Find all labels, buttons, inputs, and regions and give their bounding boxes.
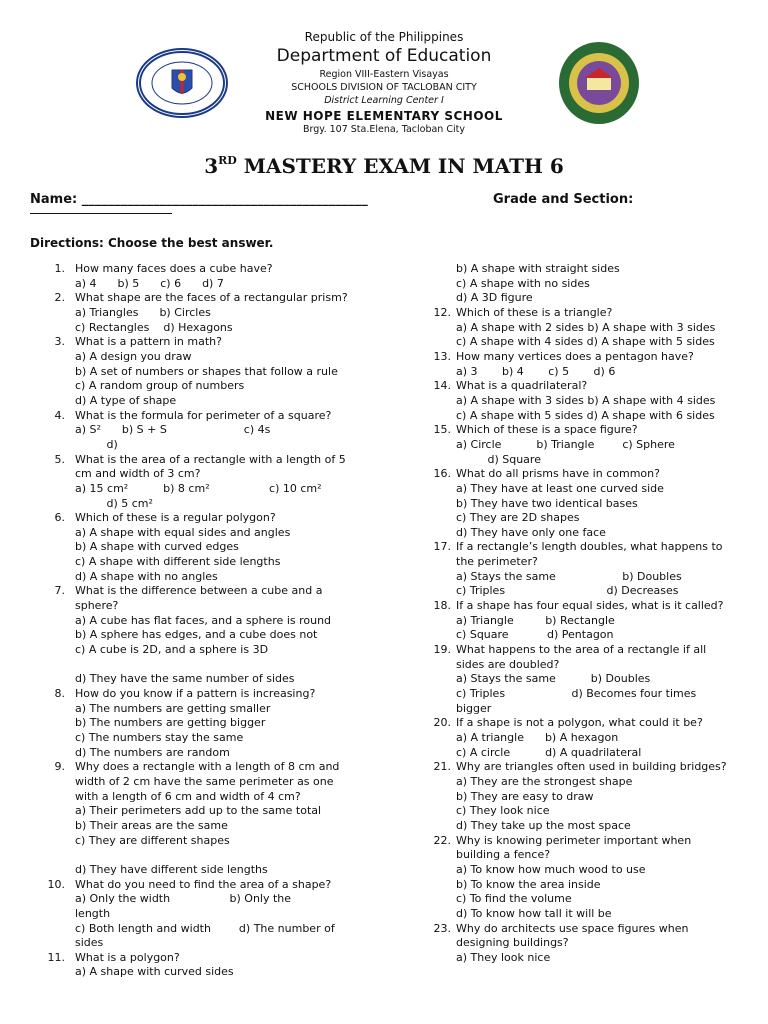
directions: Directions: Choose the best answer. bbox=[30, 236, 274, 250]
answer-options: a) 4 b) 5 c) 6 d) 7 bbox=[75, 276, 224, 290]
answer-options: d) They have the same number of sides bbox=[75, 672, 295, 686]
question-text: 16. What do all prisms have in common? bbox=[433, 467, 660, 481]
question-text: 11. What is a polygon? bbox=[47, 950, 180, 964]
answer-options: b) A shape with straight sides bbox=[456, 262, 620, 275]
answer-options: c) They are different shapes bbox=[75, 833, 230, 847]
question-number: 19. bbox=[433, 643, 451, 657]
question-item bbox=[0, 262, 380, 291]
question-text: 10. What do you need to find the area of a shape? bbox=[47, 877, 332, 891]
question-item bbox=[380, 643, 768, 716]
answer-options: a) Stays the same b) Doubles bbox=[456, 569, 682, 583]
answer-options: b) A sphere has edges, and a cube does not bbox=[75, 628, 318, 642]
answer-options: d) They have only one face bbox=[456, 525, 606, 539]
question-text: 7. What is the difference between a cube and a bbox=[54, 584, 323, 598]
question-number: 14. bbox=[433, 379, 451, 393]
question-number: 21. bbox=[433, 760, 451, 774]
answer-options: c) Triples d) Becomes four times bbox=[456, 687, 697, 701]
answer-options: a) Stays the same b) Doubles bbox=[456, 672, 651, 686]
question-text: 15. Which of these is a space figure? bbox=[433, 423, 638, 437]
name-field: Name: ____________________________________________ bbox=[30, 192, 368, 207]
department-name: Department of Education bbox=[276, 46, 492, 66]
question-item bbox=[380, 306, 768, 350]
question-item bbox=[0, 335, 380, 408]
answer-options: c) A shape with no sides bbox=[456, 276, 590, 290]
answer-options: bigger bbox=[456, 701, 492, 715]
answer-options: sides bbox=[75, 936, 104, 950]
answer-options: length bbox=[75, 906, 111, 920]
school-name: NEW HOPE ELEMENTARY SCHOOL bbox=[265, 108, 503, 123]
question-item bbox=[0, 291, 380, 335]
question-text: sides are doubled? bbox=[456, 657, 560, 671]
question-number: 23. bbox=[433, 921, 451, 935]
answer-options: b) A set of numbers or shapes that follow a rule bbox=[75, 364, 338, 378]
question-text: 17. If a rectangle’s length doubles, what happens to bbox=[433, 540, 723, 554]
question-text: 19. What happens to the area of a rectangle if all bbox=[433, 643, 707, 657]
division-line: SCHOOLS DIVISION OF TACLOBAN CITY bbox=[291, 82, 477, 94]
question-text: 5. What is the area of a rectangle with a length of 5 bbox=[54, 452, 346, 466]
question-text: cm and width of 3 cm? bbox=[75, 467, 201, 481]
question-text: 1. How many faces does a cube have? bbox=[54, 262, 273, 275]
question-number: 13. bbox=[433, 349, 451, 363]
question-text: 14. What is a quadrilateral? bbox=[433, 379, 588, 393]
answer-options: d) Square bbox=[456, 452, 541, 466]
question-text: 22. Why is knowing perimeter important when bbox=[433, 833, 692, 847]
grade-section-blank bbox=[30, 213, 172, 214]
answer-options: d) They have different side lengths bbox=[75, 862, 268, 876]
answer-options: d) bbox=[75, 437, 118, 451]
questions-left-column bbox=[0, 262, 380, 980]
question-text: designing buildings? bbox=[456, 936, 569, 950]
answer-options: d) The numbers are random bbox=[75, 745, 230, 759]
answer-options: a) Triangle b) Rectangle bbox=[456, 613, 615, 627]
answer-options: a) S² b) S + S c) 4s bbox=[75, 423, 271, 437]
question-number: 15. bbox=[433, 423, 451, 437]
answer-options: c) Square d) Pentagon bbox=[456, 628, 614, 642]
answer-options: a) Only the width b) Only the bbox=[75, 892, 292, 906]
question-number: 1. bbox=[54, 262, 65, 275]
exam-title: 3RD MASTERY EXAM IN MATH 6 bbox=[204, 154, 564, 178]
region-line: Region VIII-Eastern Visayas bbox=[319, 69, 449, 81]
question-item bbox=[0, 584, 380, 687]
question-text: building a fence? bbox=[456, 848, 551, 862]
answer-options: c) Both length and width d) The number of bbox=[75, 921, 335, 935]
question-item bbox=[380, 599, 768, 643]
question-item bbox=[380, 922, 768, 966]
questions-right-column bbox=[380, 262, 768, 966]
question-item bbox=[380, 350, 768, 379]
republic-line: Republic of the Philippines bbox=[304, 30, 464, 44]
question-number: 7. bbox=[54, 584, 65, 598]
answer-options: b) A shape with curved edges bbox=[75, 540, 239, 554]
question-number: 20. bbox=[433, 716, 451, 730]
question-item bbox=[380, 540, 768, 599]
question-text: 20. If a shape is not a polygon, what could it be? bbox=[433, 716, 703, 730]
answer-options: c) A circle d) A quadrilateral bbox=[456, 745, 642, 759]
answer-options: a) A shape with 2 sides b) A shape with 3 sides bbox=[456, 320, 716, 334]
answer-options: c) A shape with 4 sides d) A shape with 5 sides bbox=[456, 335, 715, 349]
answer-options: d) A shape with no angles bbox=[75, 569, 218, 583]
answer-options: b) To know the area inside bbox=[456, 877, 601, 891]
answer-options: d) 5 cm² bbox=[75, 496, 153, 510]
answer-options: a) 3 b) 4 c) 5 d) 6 bbox=[456, 364, 616, 378]
question-item bbox=[380, 760, 768, 833]
answer-options: a) They look nice bbox=[456, 950, 551, 964]
school-address: Brgy. 107 Sta.Elena, Tacloban City bbox=[303, 123, 465, 135]
answer-options: a) A shape with equal sides and angles bbox=[75, 525, 291, 539]
question-number: 8. bbox=[54, 687, 65, 701]
question-item bbox=[380, 716, 768, 760]
question-number: 11. bbox=[47, 950, 65, 964]
answer-options: b) They have two identical bases bbox=[456, 496, 638, 510]
question-text: 9. Why does a rectangle with a length of 8 cm and bbox=[54, 760, 340, 774]
question-item bbox=[380, 423, 768, 467]
question-item bbox=[380, 467, 768, 540]
answer-options: a) Triangles b) Circles bbox=[75, 305, 211, 319]
question-text: 18. If a shape has four equal sides, what is it called? bbox=[433, 599, 724, 613]
question-text: 21. Why are triangles often used in building bridges? bbox=[433, 760, 727, 774]
answer-options: c) A cube is 2D, and a sphere is 3D bbox=[75, 643, 269, 657]
answer-options: c) They look nice bbox=[456, 804, 550, 818]
answer-options: a) Their perimeters add up to the same total bbox=[75, 804, 322, 818]
answer-options: d) A 3D figure bbox=[456, 291, 533, 305]
answer-options: a) They are the strongest shape bbox=[456, 774, 633, 788]
blank-line bbox=[0, 658, 380, 673]
question-text: sphere? bbox=[75, 599, 119, 613]
question-text: width of 2 cm have the same perimeter as one bbox=[75, 774, 334, 788]
answer-options: c) Rectangles d) Hexagons bbox=[75, 320, 233, 334]
question-text: 2. What shape are the faces of a rectangular prism? bbox=[54, 291, 348, 305]
answer-options: c) The numbers stay the same bbox=[75, 730, 244, 744]
answer-options: a) A design you draw bbox=[75, 349, 192, 363]
answer-options: a) The numbers are getting smaller bbox=[75, 701, 271, 715]
answer-options: a) A shape with 3 sides b) A shape with 4 sides bbox=[456, 393, 716, 407]
question-text: 4. What is the formula for perimeter of a square? bbox=[54, 408, 332, 422]
answer-options: a) 15 cm² b) 8 cm² c) 10 cm² bbox=[75, 481, 322, 495]
answer-options: a) Circle b) Triangle c) Sphere bbox=[456, 437, 675, 451]
answer-options: a) They have at least one curved side bbox=[456, 481, 664, 495]
answer-options: c) They are 2D shapes bbox=[456, 511, 580, 525]
letterhead bbox=[0, 30, 768, 136]
answer-options: a) A shape with curved sides bbox=[75, 965, 234, 979]
answer-options: a) To know how much wood to use bbox=[456, 862, 646, 876]
question-number: 9. bbox=[54, 760, 65, 774]
question-number: 12. bbox=[433, 305, 451, 319]
answer-options: c) A shape with 5 sides d) A shape with 6 sides bbox=[456, 408, 715, 422]
question-text: 23. Why do architects use space figures when bbox=[433, 921, 689, 935]
question-text: 6. Which of these is a regular polygon? bbox=[54, 511, 276, 525]
answer-options: b) They are easy to draw bbox=[456, 789, 594, 803]
answer-options: b) Their areas are the same bbox=[75, 818, 228, 832]
district-line: District Learning Center I bbox=[324, 94, 444, 106]
answer-options: c) A shape with different side lengths bbox=[75, 555, 281, 569]
answer-options: c) A random group of numbers bbox=[75, 379, 245, 393]
question-number: 10. bbox=[47, 877, 65, 891]
answer-options: c) To find the volume bbox=[456, 892, 572, 906]
question-number: 5. bbox=[54, 452, 65, 466]
answer-options: a) A triangle b) A hexagon bbox=[456, 731, 619, 744]
question-number: 22. bbox=[433, 833, 451, 847]
question-item bbox=[380, 834, 768, 922]
question-item bbox=[0, 760, 380, 877]
question-text: 3. What is a pattern in math? bbox=[54, 335, 222, 349]
question-number: 4. bbox=[54, 408, 65, 422]
answer-options: c) Triples d) Decreases bbox=[456, 584, 679, 598]
question-text: 13. How many vertices does a pentagon have? bbox=[433, 349, 694, 363]
grade-section-label: Grade and Section: bbox=[493, 192, 634, 207]
question-text: 12. Which of these is a triangle? bbox=[433, 305, 613, 319]
question-item bbox=[0, 878, 380, 951]
question-number: 2. bbox=[54, 291, 65, 305]
question-number: 6. bbox=[54, 511, 65, 525]
answer-options: d) They take up the most space bbox=[456, 818, 631, 832]
question-item bbox=[0, 409, 380, 453]
question-number: 17. bbox=[433, 540, 451, 554]
blank-line bbox=[0, 848, 380, 863]
question-text: 8. How do you know if a pattern is increasing? bbox=[54, 687, 316, 701]
question-item bbox=[0, 951, 380, 980]
question-item bbox=[380, 379, 768, 423]
question-text: with a length of 6 cm and width of 4 cm? bbox=[75, 789, 301, 803]
question-item bbox=[380, 262, 768, 306]
question-item bbox=[0, 453, 380, 512]
question-item bbox=[0, 511, 380, 584]
answer-options: d) A type of shape bbox=[75, 393, 177, 407]
question-text: the perimeter? bbox=[456, 555, 538, 569]
question-number: 3. bbox=[54, 335, 65, 349]
question-item bbox=[0, 687, 380, 760]
question-number: 18. bbox=[433, 599, 451, 613]
answer-options: d) To know how tall it will be bbox=[456, 906, 612, 920]
answer-options: a) A cube has flat faces, and a sphere is round bbox=[75, 613, 332, 627]
question-number: 16. bbox=[433, 467, 451, 481]
answer-options: b) The numbers are getting bigger bbox=[75, 716, 266, 730]
